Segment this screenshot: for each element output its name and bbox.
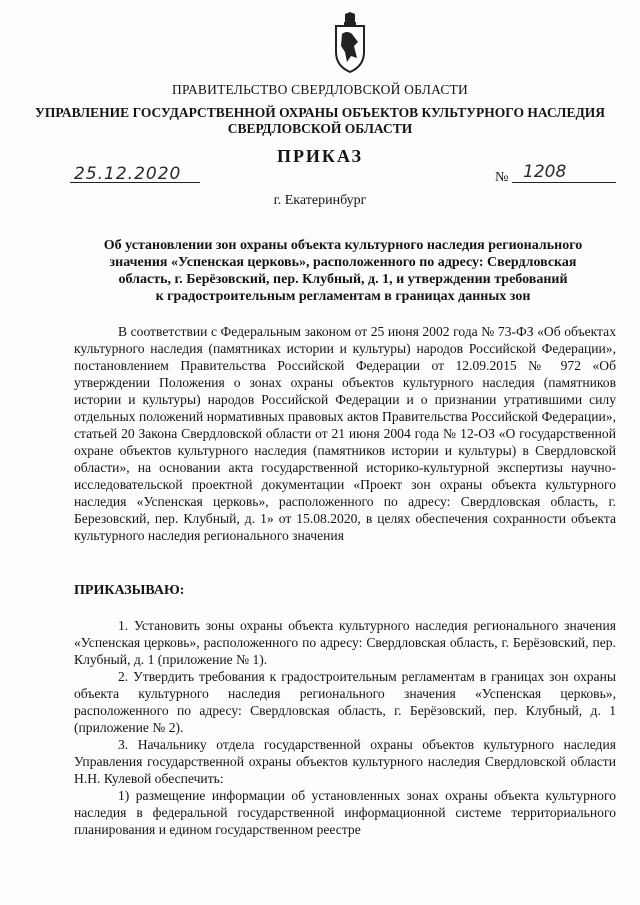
subject-line-4: к градостроительным регламентам в границах данных зон <box>155 289 531 304</box>
date-underline <box>70 182 200 183</box>
order-item-2: 2. Утвердить требования к градостроительным регламентам в границах зон охраны объекта культурного наследия регионального значения «Успенская церковь», расположенного по адресу: Свердловская область, г. Берёзовский, пер. Клубный, д. 1 (приложение № 2). <box>74 669 616 735</box>
number-label: № <box>495 170 509 185</box>
document-subject <box>70 237 616 305</box>
number-underline <box>512 182 616 183</box>
coat-of-arms-icon <box>333 12 367 74</box>
city: г. Екатеринбург <box>273 193 367 208</box>
department-line-1: УПРАВЛЕНИЕ ГОСУДАРСТВЕННОЙ ОХРАНЫ ОБЪЕКТОВ КУЛЬТУРНОГО НАСЛЕДИЯ <box>34 105 606 120</box>
order-item-3: 3. Начальнику отдела государственной охраны объектов культурного наследия Управления государственной охраны объектов культурного наследия Свердловской области Н.Н. Кулевой обеспечить: <box>74 737 616 786</box>
subject-line-1: Об установлении зон охраны объекта культурного наследия регионального <box>103 238 583 253</box>
government-name: ПРАВИТЕЛЬСТВО СВЕРДЛОВСКОЙ ОБЛАСТИ <box>172 82 468 97</box>
department-name <box>0 105 640 137</box>
department-line-2: СВЕРДЛОВСКОЙ ОБЛАСТИ <box>227 121 413 136</box>
document-type: ПРИКАЗ <box>276 146 364 166</box>
handwritten-date: 25.12.2020 <box>74 164 182 184</box>
order-subitem-1: 1) размещение информации об установленных зонах охраны объекта культурного наследия в федеральной государственной информационной системе территориального планирования и едином государственном реестре <box>74 788 616 837</box>
preamble-paragraph: В соответствии с Федеральным законом от 25 июня 2002 года № 73-ФЗ «Об объектах культурного наследия (памятниках истории и культуры) народов Российской Федерации», постановлением Правительства Российской Федерации от 12.09.2015 № 972 «Об утверждении Положения о зонах охраны объектов культурного наследия (памятников истории и культуры) народов Российской Федерации и о признании утратившими силу отдельных положений нормативных правовых актов Правительства Российской Федерации», статьей 20 Закона Свердловской области от 21 июня 2004 года № 12-ОЗ «О государственной охране объектов культурного наследия (памятников истории и культуры) в Свердловской области», на основании акта государственной историко-культурной экспертизы научно-исследовательской проектной документации «Проект зон охраны объекта культурного наследия «Успенская церковь», расположенного по адресу: Свердловская область, г. Березовский, пер. Клубный, д. 1» от 15.08.2020, в целях обеспечения сохранности объекта культурного наследия регионального значения <box>74 324 616 543</box>
order-items <box>74 617 616 838</box>
order-word: ПРИКАЗЫВАЮ: <box>74 583 185 598</box>
subject-line-2: значения «Успенская церковь», расположенного по адресу: Свердловская <box>109 255 577 270</box>
handwritten-number: 1208 <box>523 162 567 182</box>
subject-line-3: область, г. Берёзовский, пер. Клубный, д. 1, и утверждении требований <box>118 272 568 287</box>
order-item-1: 1. Установить зоны охраны объекта культурного наследия регионального значения «Успенская церковь», расположенного по адресу: Свердловская область, г. Берёзовский, пер. Клубный, д. 1 (приложение № 1). <box>74 618 616 667</box>
